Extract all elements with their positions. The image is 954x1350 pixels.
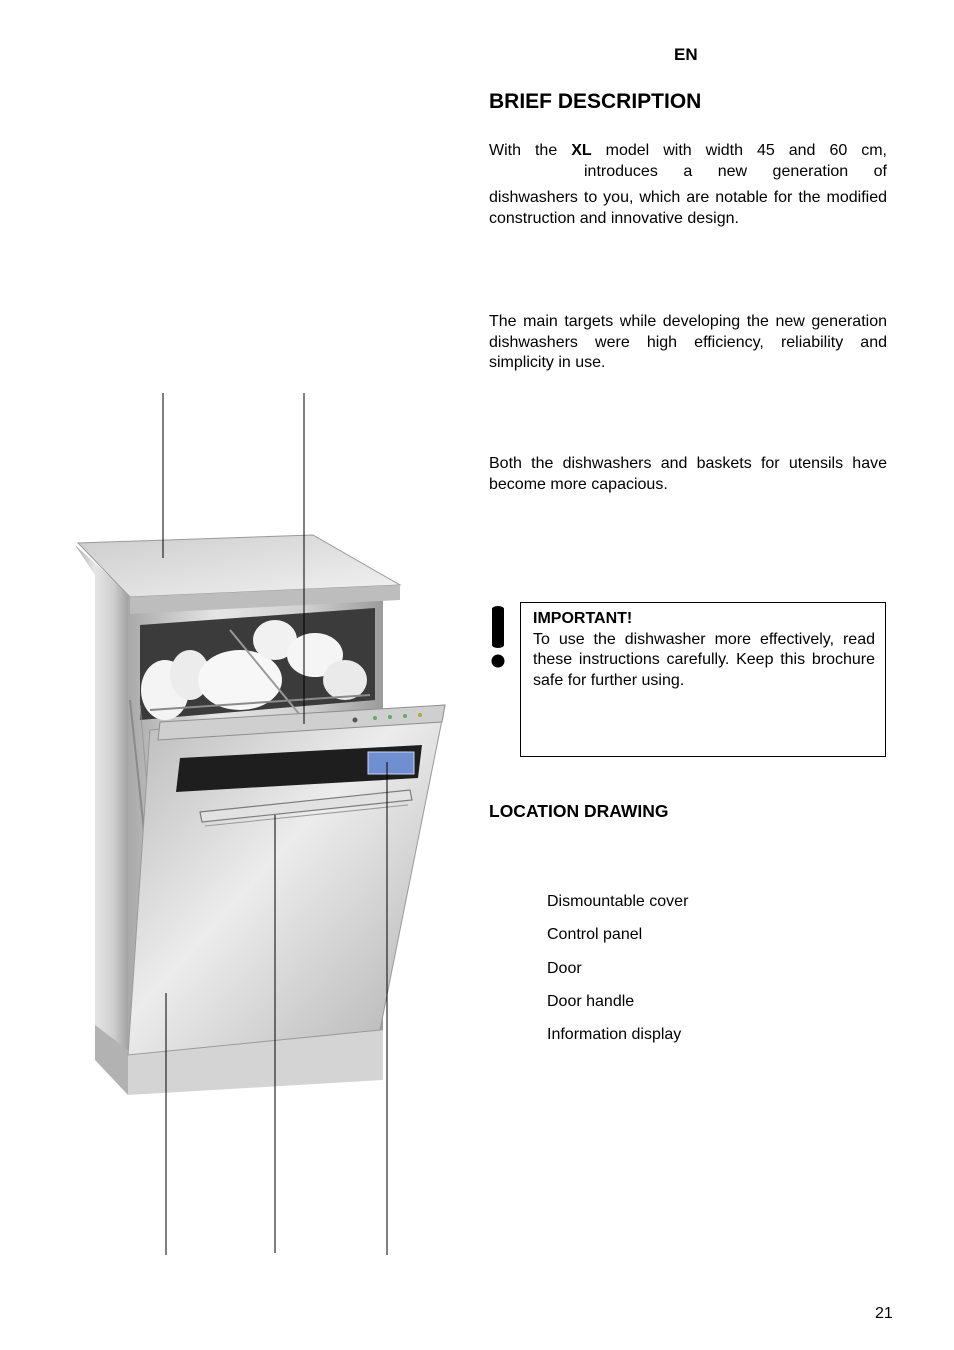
information-display-shape — [368, 752, 414, 774]
brief-description-title: BRIEF DESCRIPTION — [489, 90, 702, 113]
important-content — [533, 609, 875, 691]
exclamation-icon — [492, 606, 505, 668]
legend-item-door-handle: Door handle — [547, 993, 635, 1010]
important-text: To use the dishwasher more effectively, read these instructions carefully. Keep this brochure safe for further using. — [533, 630, 875, 689]
model-name: XL — [571, 142, 592, 159]
legend-item-information-display: Information display — [547, 1026, 682, 1043]
door-shape — [128, 705, 445, 1055]
intro-paragraph — [489, 141, 887, 229]
intro-line-3: dishwashers to you, which are notable for the modified construction and innovative design. — [489, 189, 887, 227]
legend-item-control-panel: Control panel — [547, 926, 643, 943]
language-code: EN — [674, 45, 698, 64]
intro-line-2: introduces a new generation of — [584, 162, 887, 180]
capacity-paragraph: Both the dishwashers and baskets for utensils have become more capacious. — [489, 455, 887, 493]
page-number: 21 — [875, 1305, 893, 1322]
legend-item-door: Door — [547, 960, 582, 977]
targets-paragraph: The main targets while developing the new generation dishwashers were high efficiency, reliability and simplicity in use. — [489, 313, 887, 371]
important-title: IMPORTANT! — [533, 610, 633, 627]
legend-item-cover: Dismountable cover — [547, 893, 689, 910]
intro-line-1: With the XL model with width 45 and 60 cm, — [489, 142, 887, 159]
location-drawing-title: LOCATION DRAWING — [489, 801, 669, 821]
